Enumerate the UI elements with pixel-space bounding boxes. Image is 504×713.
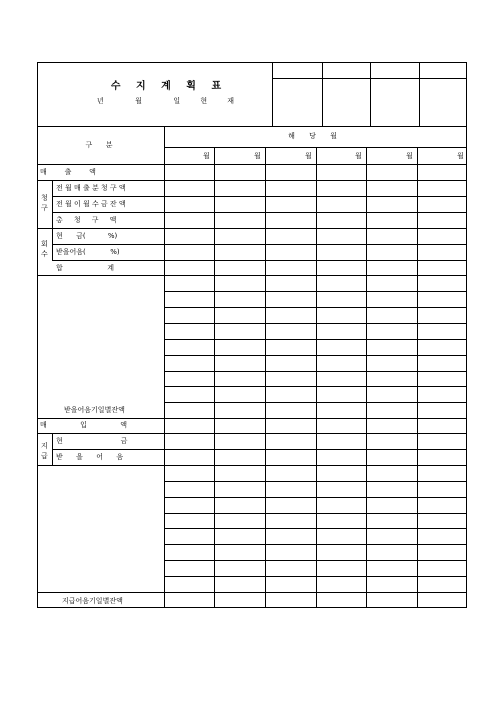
category-header: 구 분 <box>85 141 116 149</box>
row-rule-collection-2 <box>52 260 467 261</box>
row-rule-sales <box>37 180 467 181</box>
collection-cash-label: 현 금( %) <box>56 232 118 240</box>
header-bottom-rule <box>37 126 467 127</box>
aging-row-rule-7 <box>164 386 467 387</box>
payable-row-rule-4 <box>164 528 467 529</box>
month-column-divider-4 <box>366 147 367 608</box>
payment-group-divider <box>52 433 53 465</box>
row-rule-billing-2 <box>52 212 467 213</box>
month-label-6: 월 <box>457 152 464 160</box>
row-rule-payment-1 <box>52 449 467 450</box>
month-label-4: 월 <box>355 152 362 160</box>
payable-row-rule-5 <box>164 544 467 545</box>
purchase-amount-label: 매 입 액 <box>40 421 128 429</box>
collection-notes-label: 받을어음( %) <box>56 248 120 256</box>
row-rule-billing-1 <box>52 196 467 197</box>
receivable-aging-summary-label: 받을어음기일별잔액 <box>64 406 125 414</box>
sales-amount-label: 매 출 액 <box>40 168 96 176</box>
month-column-divider-3 <box>316 147 317 608</box>
month-label-5: 월 <box>406 152 413 160</box>
aging-row-rule-1 <box>164 291 467 292</box>
payment-cash-label: 현 금 <box>56 437 128 445</box>
period-header: 해 당 월 <box>288 132 343 140</box>
payable-row-rule-2 <box>164 497 467 498</box>
month-label-1: 월 <box>203 152 210 160</box>
month-column-divider-5 <box>417 147 418 608</box>
payable-row-rule-8 <box>37 592 467 593</box>
column-header-bottom-rule <box>37 164 467 165</box>
approval-box-divider-1 <box>322 62 323 126</box>
row-rule-payment-2 <box>37 465 467 466</box>
row-rule-collection-1 <box>52 244 467 245</box>
aging-row-rule-3 <box>164 323 467 324</box>
aging-row-rule-8 <box>164 402 467 403</box>
payable-row-rule-6 <box>164 560 467 561</box>
aging-row-rule-2 <box>164 307 467 308</box>
collection-group-label: 회 수 <box>41 240 48 258</box>
prev-month-billing-label: 전 월 매 출 분 청 구 액 <box>56 184 126 192</box>
approval-box-divider-2 <box>370 62 371 126</box>
payable-row-rule-1 <box>164 481 467 482</box>
aging-row-rule-4 <box>164 339 467 340</box>
billing-group-label: 청 구 <box>41 194 48 212</box>
row-rule-billing-end <box>37 228 467 229</box>
payment-group-label: 지 급 <box>41 442 48 460</box>
page-title: 수 지 계 획 표 <box>110 81 228 92</box>
payment-notes-label: 받 을 어 음 <box>56 453 124 461</box>
payable-aging-summary-label: 지급어음기일별잔액 <box>62 597 123 605</box>
payable-row-rule-3 <box>164 513 467 514</box>
month-column-divider-1 <box>214 147 215 608</box>
approval-box-divider-3 <box>419 62 420 126</box>
month-column-divider-2 <box>265 147 266 608</box>
approval-box-left-rule <box>272 62 273 126</box>
payable-row-rule-7 <box>164 576 467 577</box>
row-rule-collection-end <box>37 275 467 276</box>
prev-month-balance-label: 전 월 이 월 수 금 잔 액 <box>56 200 126 208</box>
month-label-2: 월 <box>254 152 261 160</box>
collection-group-divider <box>52 228 53 260</box>
row-rule-purchase <box>37 433 467 434</box>
page-subtitle: 년 월 일 현 재 <box>96 97 244 105</box>
month-label-3: 월 <box>305 152 312 160</box>
aging-row-rule-5 <box>164 355 467 356</box>
aging-row-rule-6 <box>164 371 467 372</box>
collection-total-label: 합 계 <box>56 264 115 272</box>
approval-box-title-rule <box>272 78 467 79</box>
total-billing-label: 총 청 구 액 <box>56 216 117 224</box>
billing-group-divider <box>52 180 53 228</box>
row-rule-receivable-summary <box>37 418 467 419</box>
category-column-divider <box>164 126 165 608</box>
